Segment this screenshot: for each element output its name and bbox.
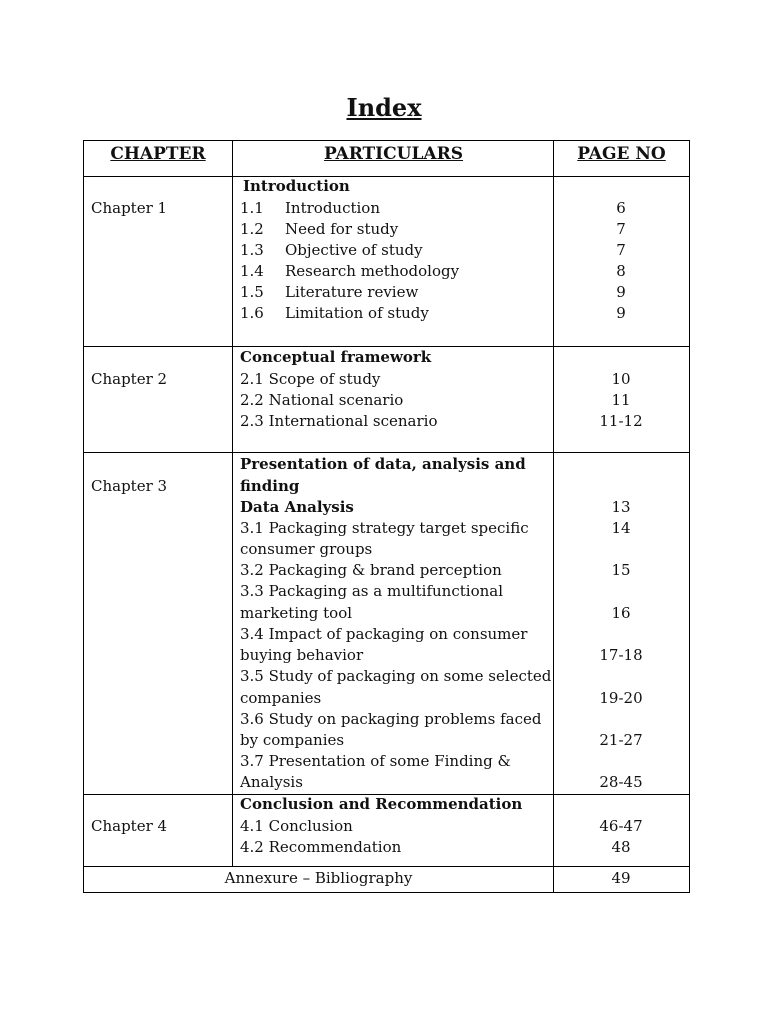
- item-page: 28-45: [599, 773, 643, 791]
- item-page: 15: [611, 561, 631, 579]
- item-page: 48: [611, 838, 631, 856]
- item-number: 1.5: [240, 283, 264, 301]
- item-text: Literature review: [285, 283, 419, 301]
- item-number: 1.1: [240, 199, 264, 217]
- item-text: consumer groups: [240, 540, 373, 558]
- table-rule: [83, 140, 84, 893]
- table-rule: [83, 140, 690, 141]
- item-text: marketing tool: [240, 604, 353, 622]
- table-rule: [83, 176, 690, 177]
- table-rule: [83, 892, 690, 893]
- chapter-heading: Presentation of data, analysis and: [240, 455, 526, 473]
- item-text: 4.1 Conclusion: [240, 817, 353, 835]
- item-page: 16: [611, 604, 631, 622]
- chapter-label: Chapter 1: [91, 199, 168, 217]
- item-text: Objective of study: [285, 241, 423, 259]
- item-text: Introduction: [285, 199, 380, 217]
- table-rule: [232, 140, 233, 867]
- item-page: 46-47: [599, 817, 643, 835]
- item-text: 3.4 Impact of packaging on consumer: [240, 625, 528, 643]
- item-text: Need for study: [285, 220, 399, 238]
- item-page: 19-20: [599, 689, 643, 707]
- item-page: 7: [616, 241, 626, 259]
- item-text: 2.1 Scope of study: [240, 370, 381, 388]
- header-particulars: PARTICULARS: [323, 144, 464, 164]
- item-text: companies: [240, 689, 322, 707]
- item-number: 1.2: [240, 220, 264, 238]
- item-page: 11: [611, 391, 631, 409]
- item-page: 17-18: [599, 646, 643, 664]
- item-text: 3.2 Packaging & brand perception: [240, 561, 502, 579]
- chapter-heading: Introduction: [243, 177, 350, 195]
- item-page: 6: [616, 199, 626, 217]
- item-number: 1.6: [240, 304, 264, 322]
- item-text: Limitation of study: [285, 304, 429, 322]
- chapter-label: Chapter 3: [91, 477, 168, 495]
- item-number: 1.3: [240, 241, 264, 259]
- item-text: 4.2 Recommendation: [240, 838, 402, 856]
- chapter-heading: Conclusion and Recommendation: [240, 795, 523, 813]
- chapter-label: Chapter 4: [91, 817, 168, 835]
- section-subheading: Data Analysis: [240, 498, 354, 516]
- item-text: 3.1 Packaging strategy target specific: [240, 519, 529, 537]
- item-text: Research methodology: [285, 262, 460, 280]
- chapter-heading: finding: [240, 477, 300, 495]
- item-text: 3.3 Packaging as a multifunctional: [240, 582, 504, 600]
- item-text: 3.7 Presentation of some Finding &: [240, 752, 511, 770]
- header-page-no: PAGE NO: [577, 144, 666, 164]
- item-page: 7: [616, 220, 626, 238]
- item-page: 10: [611, 370, 631, 388]
- item-text: Analysis: [240, 773, 303, 791]
- item-page: 14: [611, 519, 631, 537]
- annexure-page: 49: [611, 869, 631, 887]
- chapter-label: Chapter 2: [91, 370, 168, 388]
- item-text: 3.6 Study on packaging problems faced: [240, 710, 542, 728]
- chapter-heading: Conceptual framework: [240, 348, 432, 366]
- table-rule: [83, 452, 690, 453]
- item-text: 2.2 National scenario: [240, 391, 404, 409]
- item-page: 11-12: [599, 412, 643, 430]
- table-rule: [83, 866, 690, 867]
- item-text: 2.3 International scenario: [240, 412, 438, 430]
- item-text: by companies: [240, 731, 345, 749]
- annexure-text: Annexure – Bibliography: [224, 869, 413, 887]
- item-number: 1.4: [240, 262, 264, 280]
- item-page: 13: [611, 498, 631, 516]
- header-chapter: CHAPTER: [110, 144, 206, 164]
- item-page: 9: [616, 304, 626, 322]
- item-text: buying behavior: [240, 646, 364, 664]
- page-title: Index: [346, 93, 422, 122]
- item-page: 8: [616, 262, 626, 280]
- table-rule: [689, 140, 690, 893]
- item-page: 9: [616, 283, 626, 301]
- item-text: 3.5 Study of packaging on some selected: [240, 667, 552, 685]
- item-page: 21-27: [599, 731, 643, 749]
